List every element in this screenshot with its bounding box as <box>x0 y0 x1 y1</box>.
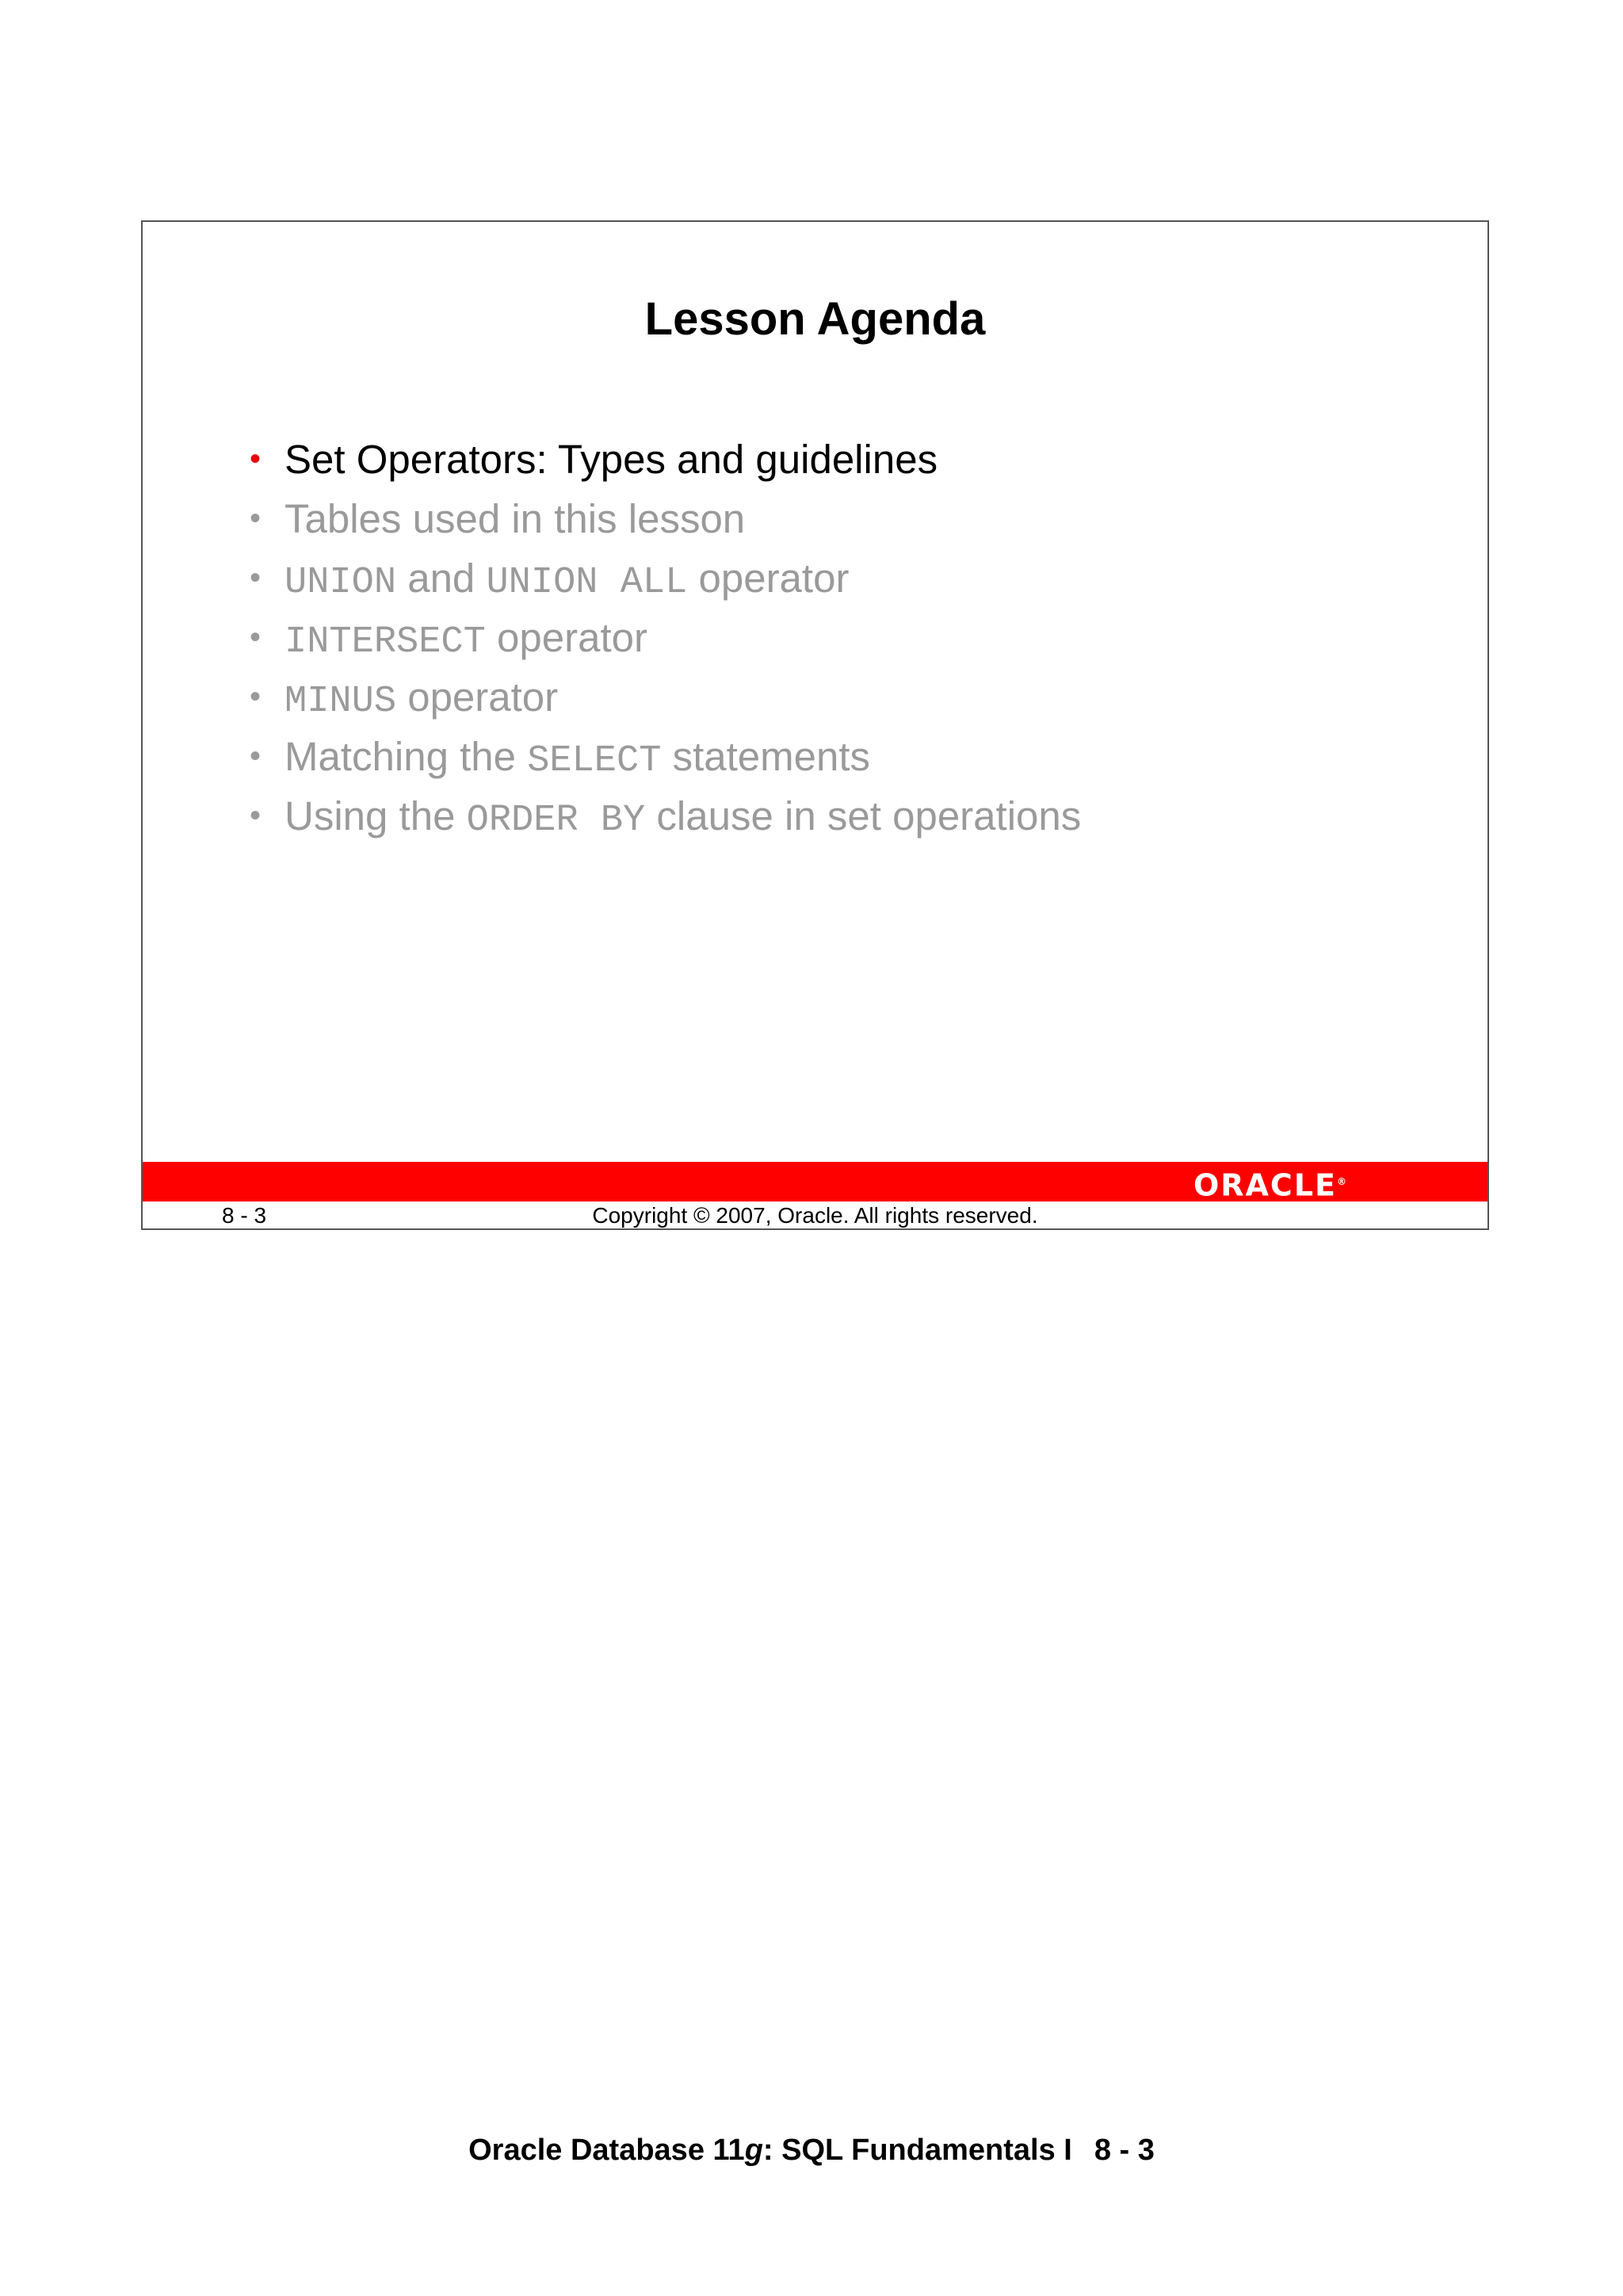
bullet-icon: • <box>250 501 262 536</box>
footer-prefix: Oracle Database 11 <box>468 2134 745 2167</box>
agenda-item <box>250 548 1081 608</box>
oracle-logo-text: ORACLE <box>1193 1167 1337 1203</box>
bullet-icon: • <box>250 560 262 595</box>
agenda-list <box>250 430 1081 846</box>
slide-title: Lesson Agenda <box>644 293 986 345</box>
copyright-notice: Copyright © 2007, Oracle. All rights reserved. <box>592 1203 1038 1228</box>
footer-page-number: 8 - 3 <box>1094 2134 1155 2167</box>
slide-number: 8 - 3 <box>222 1203 267 1228</box>
bullet-icon: • <box>250 798 262 833</box>
agenda-item-code: UNION <box>285 562 397 604</box>
agenda-item-text: and <box>396 556 487 601</box>
agenda-item-text: operator <box>396 674 559 720</box>
agenda-item-code: INTERSECT <box>285 621 486 663</box>
oracle-logo <box>1193 1167 1346 1201</box>
bullet-icon: • <box>250 441 262 476</box>
agenda-item-text: Set Operators: Types and guidelines <box>285 437 938 482</box>
agenda-item-code: MINUS <box>285 681 397 723</box>
agenda-item <box>250 786 1081 846</box>
agenda-item-text: Using the <box>285 793 467 839</box>
oracle-red-bar <box>143 1162 1487 1201</box>
trademark-mark: ® <box>1337 1176 1346 1187</box>
agenda-item <box>250 667 1081 727</box>
agenda-item-text: statements <box>661 734 871 779</box>
agenda-item-code: SELECT <box>527 740 662 782</box>
page-footer <box>0 2132 1623 2168</box>
slide-footer <box>143 1201 1487 1230</box>
agenda-item <box>250 489 1081 548</box>
agenda-item-text: operator <box>485 615 647 660</box>
bullet-icon: • <box>250 679 262 714</box>
agenda-item-text: operator <box>687 556 850 601</box>
slide-frame <box>141 220 1489 1230</box>
agenda-item <box>250 608 1081 667</box>
agenda-item-text: Matching the <box>285 734 528 779</box>
agenda-item <box>250 430 1081 489</box>
agenda-item-text: Tables used in this lesson <box>285 496 746 541</box>
agenda-item-code: ORDER BY <box>466 800 646 842</box>
footer-suffix: : SQL Fundamentals I <box>762 2134 1072 2167</box>
bullet-icon: • <box>250 739 262 774</box>
footer-italic: g <box>744 2134 763 2167</box>
bullet-icon: • <box>250 620 262 655</box>
agenda-item-code: UNION ALL <box>486 562 688 604</box>
agenda-item-text: clause in set operations <box>645 793 1082 839</box>
agenda-item <box>250 727 1081 786</box>
